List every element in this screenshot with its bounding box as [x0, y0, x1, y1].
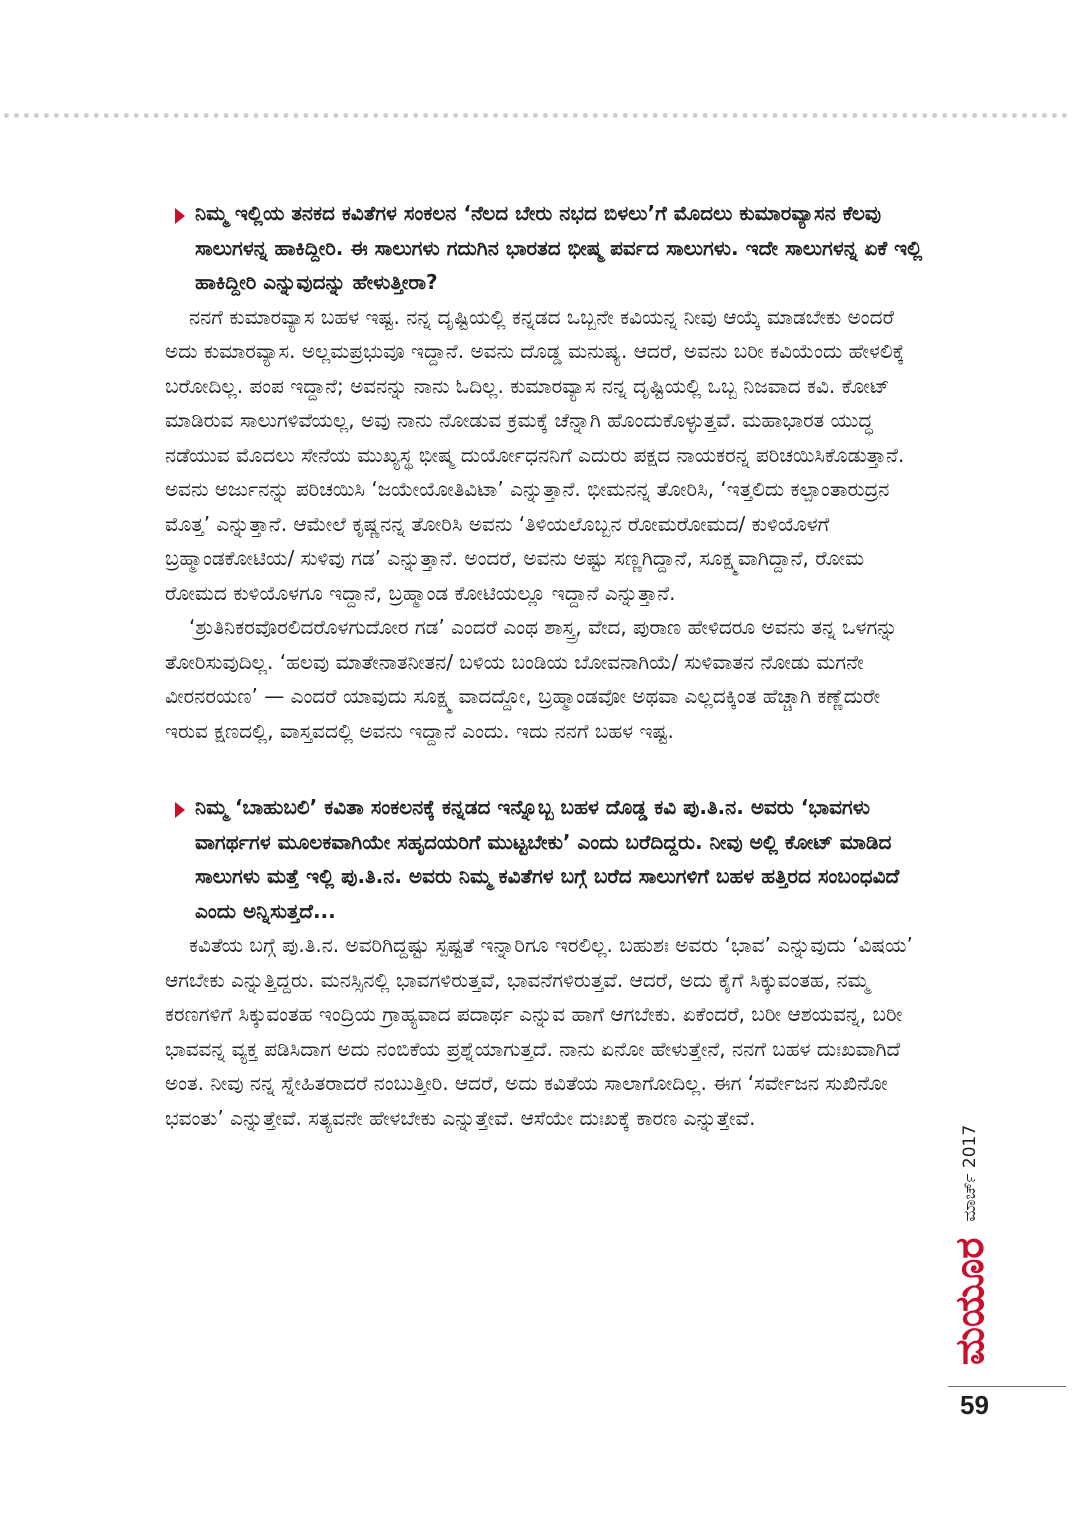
issue-date: ಮಾರ್ಚ್ 2017 [960, 1124, 980, 1222]
article-body [165, 196, 925, 1135]
question-marker-icon [175, 802, 185, 818]
question-marker-icon [175, 208, 185, 224]
magazine-masthead-vertical [945, 1110, 995, 1380]
magazine-name: ಮಯೂರ [947, 1237, 993, 1366]
answer-2 [165, 928, 925, 1135]
answer-1 [165, 300, 925, 749]
section-spacer [165, 748, 925, 790]
page-number: 59 [960, 1390, 989, 1420]
answer-2-paragraph-1: ಕವಿತೆಯ ಬಗ್ಗೆ ಪು.ತಿ.ನ. ಅವರಿಗಿದ್ದಷ್ಟು ಸ್ಪಷ್ಟತೆ ಇನ್ನಾರಿಗೂ ಇರಲಿಲ್ಲ. ಬಹುಶಃ ಅವರು ‘ಭಾವ’ ಎನ್ನುವುದು ‘ವಿಷಯ’ ಆಗಬೇಕು ಎನ್ನುತ್ತಿದ್ದರು. ಮನಸ್ಸಿನಲ್ಲಿ ಭಾವಗಳಿರುತ್ತವೆ, ಭಾವನೆಗಳಿರುತ್ತವೆ. ಆದರೆ, ಅದು ಕೈಗೆ ಸಿಕ್ಕುವಂತಹ, ನಮ್ಮ ಕರಣಗಳಿಗೆ ಸಿಕ್ಕುವಂತಹ ಇಂದ್ರಿಯ ಗ್ರಾಹ್ಯವಾದ ಪದಾರ್ಥ ಎನ್ನುವ ಹಾಗೆ ಆಗಬೇಕು. ಏಕೆಂದರೆ, ಬರೀ ಆಶಯವನ್ನ, ಬರೀ ಭಾವವನ್ನ ವ್ಯಕ್ತ ಪಡಿಸಿದಾಗ ಅದು ನಂಬಿಕೆಯ ಪ್ರಶ್ನೆಯಾಗುತ್ತದೆ. ನಾನು ಏನೋ ಹೇಳುತ್ತೇನೆ, ನನಗೆ ಬಹಳ ದುಃಖವಾಗಿದೆ ಅಂತ. ನೀವು ನನ್ನ ಸ್ನೇಹಿತರಾದರೆ ನಂಬುತ್ತೀರಿ. ಆದರೆ, ಅದು ಕವಿತೆಯ ಸಾಲಾಗೋದಿಲ್ಲ. ಈಗ ‘ಸರ್ವೇಜನ ಸುಖಿನೋ ಭವಂತು’ ಎನ್ನುತ್ತೇವೆ. ಸತ್ಯವನೇ ಹೇಳಬೇಕು ಎನ್ನುತ್ತೇವೆ. ಆಸೆಯೇ ದುಃಖಕ್ಕೆ ಕಾರಣ ಎನ್ನುತ್ತೇವೆ. [165, 933, 913, 1130]
top-dotted-divider [4, 113, 1068, 118]
interview-section-1 [165, 196, 925, 748]
masthead-rotated-group [947, 1124, 993, 1366]
answer-1-paragraph-1: ನನಗೆ ಕುಮಾರವ್ಯಾಸ ಬಹಳ ಇಷ್ಟ. ನನ್ನ ದೃಷ್ಟಿಯಲ್ಲಿ ಕನ್ನಡದ ಒಬ್ಬನೇ ಕವಿಯನ್ನ ನೀವು ಆಯ್ಕೆ ಮಾಡಬೇಕು ಅಂದರೆ ಅದು ಕುಮಾರವ್ಯಾಸ. ಅಲ್ಲಮಪ್ರಭುವೂ ಇದ್ದಾನೆ. ಅವನು ದೊಡ್ಡ ಮನುಷ್ಯ. ಆದರೆ, ಅವನು ಬರೀ ಕವಿಯೆಂದು ಹೇಳಲಿಕ್ಕೆ ಬರೋದಿಲ್ಲ. ಪಂಪ ಇದ್ದಾನೆ; ಅವನನ್ನು ನಾನು ಓದಿಲ್ಲ. ಕುಮಾರವ್ಯಾಸ ನನ್ನ ದೃಷ್ಟಿಯಲ್ಲಿ ಒಬ್ಬ ನಿಜವಾದ ಕವಿ. ಕೋಟ್ ಮಾಡಿರುವ ಸಾಲುಗಳಿವೆಯಲ್ಲ, ಅವು ನಾನು ನೋಡುವ ಕ್ರಮಕ್ಕೆ ಚೆನ್ನಾಗಿ ಹೊಂದುಕೊಳ್ಳುತ್ತವೆ. ಮಹಾಭಾರತ ಯುದ್ಧ ನಡೆಯುವ ಮೊದಲು ಸೇನೆಯ ಮುಖ್ಯಸ್ಥ ಭೀಷ್ಮ ದುರ್ಯೋಧನನಿಗೆ ಎದುರು ಪಕ್ಷದ ನಾಯಕರನ್ನ ಪರಿಚಯಿಸಿಕೊಡುತ್ತಾನೆ. ಅವನು ಅರ್ಜುನನ್ನು ಪರಿಚಯಿಸಿ ‘ಜಯೇಯೋತಿವಿಟಾ’ ಎನ್ನುತ್ತಾನೆ. ಭೀಮನನ್ನ ತೋರಿಸಿ, ‘ಇತ್ತಲಿದು ಕಲ್ಪಾಂತಾರುದ್ರನ ಮೊತ್ತ’ ಎನ್ನುತ್ತಾನೆ. ಆಮೇಲೆ ಕೃಷ್ಣನನ್ನ ತೋರಿಸಿ ಅವನು ‘ತಿಳಿಯಲೊಬ್ಬನ ರೋಮರೋಮದ/ ಕುಳಿಯೊಳಗೆ ಬ್ರಹ್ಮಾಂಡಕೋಟಿಯ/ ಸುಳಿವು ಗಡ’ ಎನ್ನುತ್ತಾನೆ. ಅಂದರೆ, ಅವನು ಅಷ್ಟು ಸಣ್ಣಗಿದ್ದಾನೆ, ಸೂಕ್ಷ್ಮವಾಗಿದ್ದಾನೆ, ರೋಮ ರೋಮದ ಕುಳಿಯೊಳಗೂ ಇದ್ದಾನೆ, ಬ್ರಹ್ಮಾಂಡ ಕೋಟಿಯಲ್ಲೂ ಇದ್ದಾನೆ ಎನ್ನುತ್ತಾನೆ. [165, 304, 905, 605]
question-2 [165, 790, 925, 928]
footer-rule [948, 1386, 1066, 1387]
question-1 [165, 196, 925, 300]
interview-section-2 [165, 790, 925, 1135]
answer-1-paragraph-2: ‘ಶ್ರುತಿನಿಕರವೊರಲಿದರೊಳಗುದೋರ ಗಡ’ ಎಂದರೆ ಎಂಥ ಶಾಸ್ತ್ರ, ವೇದ, ಪುರಾಣ ಹೇಳಿದರೂ ಅವನು ತನ್ನ ಒಳಗನ್ನು ತೋರಿಸುವುದಿಲ್ಲ. ‘ಹಲವು ಮಾತೇನಾತನೀತನ/ ಬಳಿಯ ಬಂಡಿಯ ಬೋವನಾಗಿಯೆ/ ಸುಳಿವಾತನ ನೋಡು ಮಗನೇ ವೀರನರಯಣ’ — ಎಂದರೆ ಯಾವುದು ಸೂಕ್ಷ್ಮ ವಾದದ್ದೋ, ಬ್ರಹ್ಮಾಂಡವೋ ಅಥವಾ ಎಲ್ಲದಕ್ಕಿಂತ ಹೆಚ್ಚಾಗಿ ಕಣ್ಣೆದುರೇ ಇರುವ ಕ್ಷಣದಲ್ಲಿ, ವಾಸ್ತವದಲ್ಲಿ ಅವನು ಇದ್ದಾನೆ ಎಂದು. ಇದು ನನಗೆ ಬಹಳ ಇಷ್ಟ. [165, 615, 898, 743]
question-2-text: ನಿಮ್ಮ ‘ಬಾಹುಬಲಿ’ ಕವಿತಾ ಸಂಕಲನಕ್ಕೆ ಕನ್ನಡದ ಇನ್ನೊಬ್ಬ ಬಹಳ ದೊಡ್ಡ ಕವಿ ಪು.ತಿ.ನ. ಅವರು ‘ಭಾವಗಳು ವಾಗರ್ಥಗಳ ಮೂಲಕವಾಗಿಯೇ ಸಹೃದಯರಿಗೆ ಮುಟ್ಟಬೇಕು’ ಎಂದು ಬರೆದಿದ್ದರು. ನೀವು ಅಲ್ಲಿ ಕೋಟ್ ಮಾಡಿದ ಸಾಲುಗಳು ಮತ್ತೆ ಇಲ್ಲಿ ಪು.ತಿ.ನ. ಅವರು ನಿಮ್ಮ ಕವಿತೆಗಳ ಬಗ್ಗೆ ಬರೆದ ಸಾಲುಗಳಿಗೆ ಬಹಳ ಹತ್ತಿರದ ಸಂಬಂಧವಿದೆ ಎಂದು ಅನ್ನಿಸುತ್ತದೆ... [195, 795, 900, 923]
question-1-text: ನಿಮ್ಮ ಇಲ್ಲಿಯ ತನಕದ ಕವಿತೆಗಳ ಸಂಕಲನ ‘ನೆಲದ ಬೇರು ನಭದ ಬಿಳಲು’ಗೆ ಮೊದಲು ಕುಮಾರವ್ಯಾಸನ ಕೆಲವು ಸಾಲುಗಳನ್ನ ಹಾಕಿದ್ದೀರಿ. ಈ ಸಾಲುಗಳು ಗದುಗಿನ ಭಾರತದ ಭೀಷ್ಮ ಪರ್ವದ ಸಾಲುಗಳು. ಇದೇ ಸಾಲುಗಳನ್ನ ಏಕೆ ಇಲ್ಲಿ ಹಾಕಿದ್ದೀರಿ ಎನ್ನುವುದನ್ನು ಹೇಳುತ್ತೀರಾ? [195, 201, 923, 294]
